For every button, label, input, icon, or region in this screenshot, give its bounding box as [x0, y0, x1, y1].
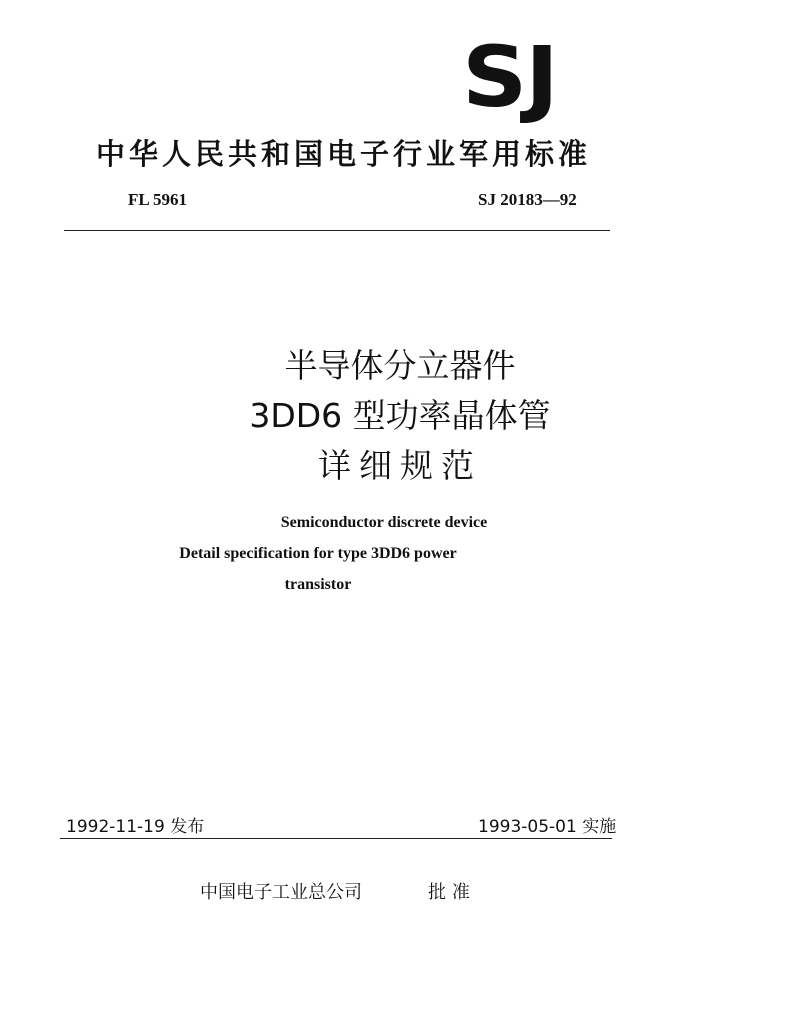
approving-organization: 中国电子工业总公司 [200, 882, 362, 903]
header-divider [64, 230, 610, 231]
title-en-line2: Detail specification for type 3DD6 power [179, 545, 457, 562]
footer-divider [60, 838, 612, 839]
title-en-line1: Semiconductor discrete device [280, 514, 488, 531]
title-zh-line2: 3DD6 型功率晶体管 [249, 396, 551, 435]
issue-date: 1992-11-19 发布 [66, 817, 205, 837]
title-en-line3: transistor [284, 576, 352, 593]
title-zh-line3: 详细规范 [318, 446, 482, 485]
standard-category-title: 中华人民共和国电子行业军用标准 [96, 137, 592, 171]
approval-label: 批准 [428, 882, 476, 903]
title-zh-line1: 半导体分立器件 [284, 346, 516, 385]
sj-logo: SJ [462, 28, 557, 126]
classification-code: FL 5961 [128, 190, 188, 209]
effective-date: 1993-05-01 实施 [478, 817, 617, 837]
standard-number: SJ 20183—92 [478, 190, 577, 209]
